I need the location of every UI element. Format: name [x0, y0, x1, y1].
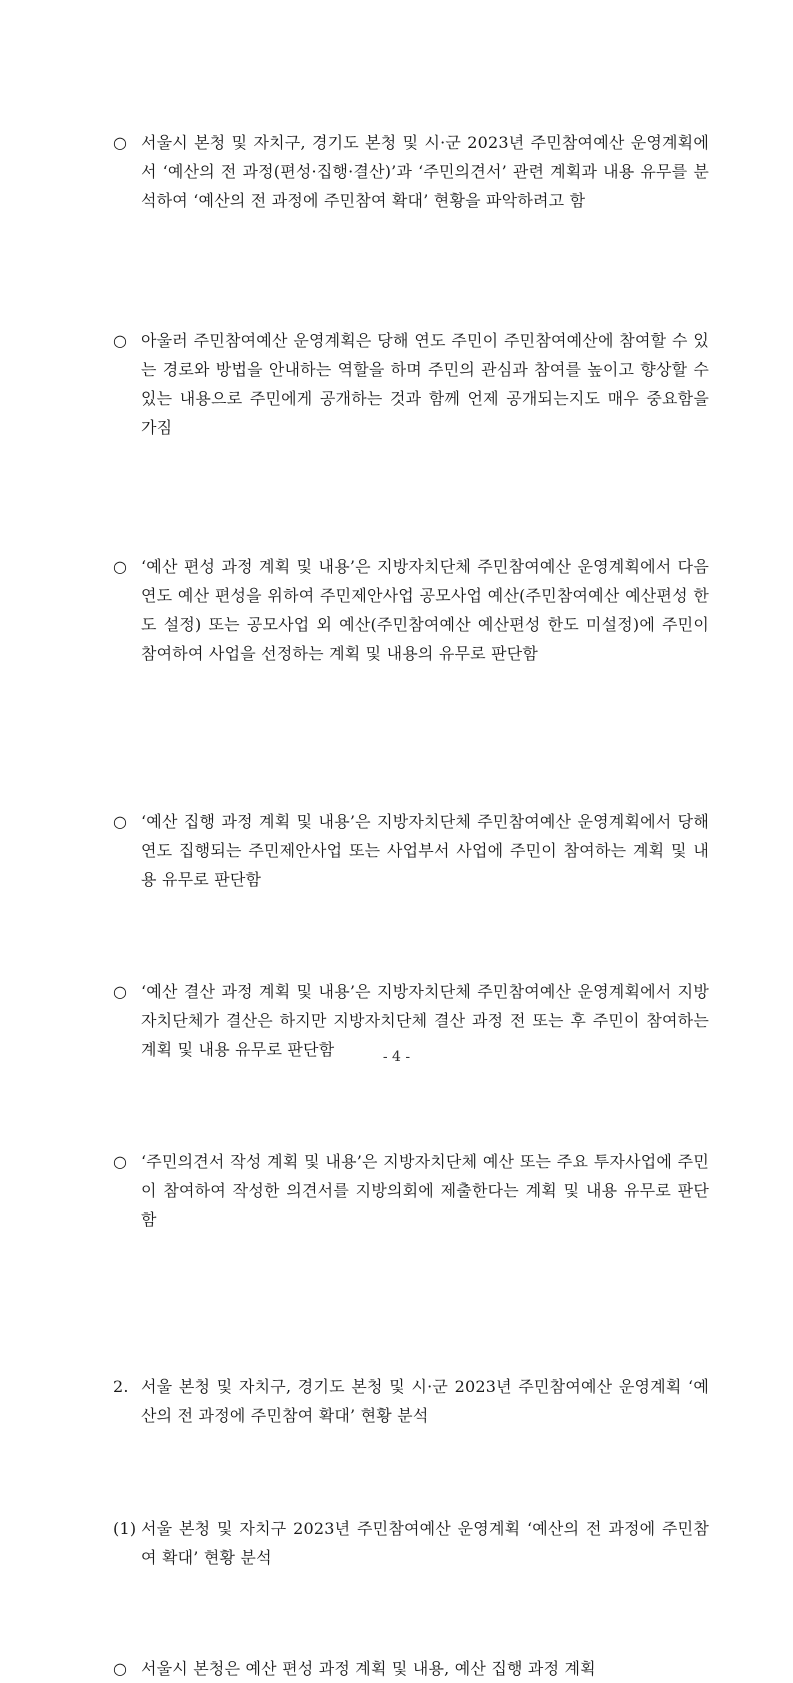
circle-bullet-icon: ○	[113, 557, 128, 576]
bullet-paragraph-3	[113, 552, 709, 668]
bullet-paragraph-7	[113, 1654, 709, 1683]
circle-bullet-icon: ○	[113, 812, 128, 831]
circle-bullet-icon: ○	[113, 331, 128, 350]
bullet-text: 서울시 본청은 예산 편성 과정 계획 및 내용, 예산 집행 과정 계획	[141, 1659, 596, 1678]
bullet-text: ‘주민의견서 작성 계획 및 내용’은 지방자치단체 예산 또는 주요 투자사업에 주민이 참여하여 작성한 의견서를 지방의회에 제출한다는 계획 및 내용 유무로 판단함	[141, 1152, 709, 1229]
bullet-paragraph-4	[113, 807, 709, 894]
bullet-text: ‘예산 편성 과정 계획 및 내용’은 지방자치단체 주민참여예산 운영계획에서 다음연도 예산 편성을 위하여 주민제안사업 공모사업 예산(주민참여예산 예산편성 한도 설정) 또는 공모사업 외 예산(주민참여예산 예산편성 한도 미설정)에 주민이 참여하여 사업을 선정하는 계획 및 내용의 유무로 판단함	[141, 557, 709, 663]
bullet-paragraph-6	[113, 1147, 709, 1234]
section-number: 2.	[113, 1377, 129, 1396]
bullet-paragraph-1	[113, 128, 709, 215]
circle-bullet-icon: ○	[113, 1659, 128, 1678]
circle-bullet-icon: ○	[113, 133, 128, 152]
circle-bullet-icon: ○	[113, 1152, 128, 1171]
page-number: - 4 -	[382, 1049, 411, 1065]
bullet-text: ‘예산 집행 과정 계획 및 내용’은 지방자치단체 주민참여예산 운영계획에서 당해연도 집행되는 주민제안사업 또는 사업부서 사업에 주민이 참여하는 계획 및 내용 유무로 판단함	[141, 812, 709, 889]
subsection-number: (1)	[113, 1519, 137, 1538]
bullet-text: ‘예산 결산 과정 계획 및 내용’은 지방자치단체 주민참여예산 운영계획에서 지방자치단체가 결산은 하지만 지방자치단체 결산 과정 전 또는 후 주민이 참여하는 계획 및 내용 유무로 판단함	[141, 982, 709, 1059]
subsection-title: 서울 본청 및 자치구 2023년 주민참여예산 운영계획 ‘예산의 전 과정에 주민참여 확대’ 현황 분석	[141, 1519, 709, 1567]
section-heading-2	[113, 1372, 709, 1430]
bullet-text: 아울러 주민참여예산 운영계획은 당해 연도 주민이 주민참여예산에 참여할 수 있는 경로와 방법을 안내하는 역할을 하며 주민의 관심과 참여를 높이고 향상할 수 있는 내용으로 주민에게 공개하는 것과 함께 언제 공개되는지도 매우 중요함을 가짐	[141, 331, 709, 437]
section-title: 서울 본청 및 자치구, 경기도 본청 및 시·군 2023년 주민참여예산 운영계획 ‘예산의 전 과정에 주민참여 확대’ 현황 분석	[141, 1377, 709, 1425]
subsection-heading-1	[113, 1514, 709, 1572]
bullet-paragraph-2	[113, 326, 709, 442]
circle-bullet-icon: ○	[113, 982, 128, 1001]
bullet-text: 서울시 본청 및 자치구, 경기도 본청 및 시·군 2023년 주민참여예산 운영계획에서 ‘예산의 전 과정(편성·집행·결산)’과 ‘주민의견서’ 관련 계획과 내용 유무를 분석하여 ‘예산의 전 과정에 주민참여 확대’ 현황을 파악하려고 함	[141, 133, 709, 210]
